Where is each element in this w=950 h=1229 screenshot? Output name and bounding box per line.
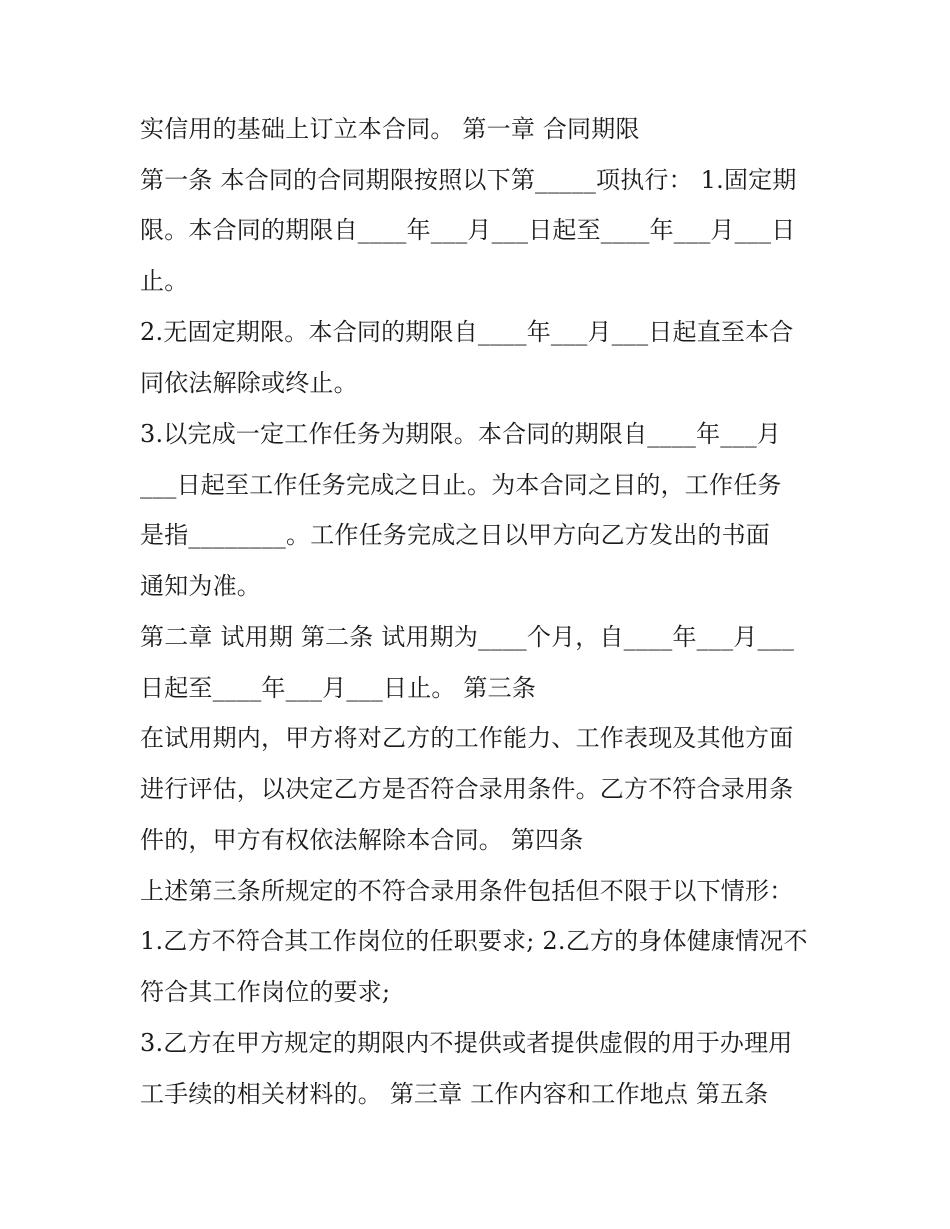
text-line: 是指________。工作任务完成之日以甲方向乙方发出的书面 bbox=[140, 521, 770, 549]
text-line: 上述第三条所规定的不符合录用条件包括但不限于以下情形： bbox=[140, 877, 794, 905]
text-line: 件的，甲方有权依法解除本合同。 第四条 bbox=[140, 826, 584, 854]
text-line: 1.乙方不符合其工作岗位的任职要求; 2.乙方的身体健康情况不 bbox=[140, 927, 808, 955]
text-line: 2.无固定期限。本合同的期限自____年___月___日起直至本合 bbox=[140, 318, 794, 346]
text-line: 进行评估，以决定乙方是否符合录用条件。乙方不符合录用条 bbox=[140, 775, 794, 803]
text-line: 在试用期内，甲方将对乙方的工作能力、工作表现及其他方面 bbox=[140, 724, 794, 752]
text-line: 符合其工作岗位的要求; bbox=[140, 978, 391, 1006]
text-line: ___日起至工作任务完成之日止。为本合同之目的，工作任务 bbox=[140, 471, 782, 499]
text-line: 同依法解除或终止。 bbox=[140, 369, 358, 397]
text-line: 3.乙方在甲方规定的期限内不提供或者提供虚假的用于办理用 bbox=[140, 1029, 793, 1057]
text-line: 第二章 试用期 第二条 试用期为____个月，自____年___月___ bbox=[140, 623, 795, 651]
text-line: 工手续的相关材料的。 第三章 工作内容和工作地点 第五条 bbox=[140, 1080, 769, 1108]
text-line: 止。 bbox=[140, 267, 189, 295]
text-line: 限。本合同的期限自____年___月___日起至____年___月___日 bbox=[140, 216, 796, 244]
text-line: 通知为准。 bbox=[140, 572, 261, 600]
text-line: 日起至____年___月___日止。 第三条 bbox=[140, 674, 537, 702]
text-line: 实信用的基础上订立本合同。 第一章 合同期限 bbox=[140, 115, 640, 143]
text-line: 3.以完成一定工作任务为期限。本合同的期限自____年___月 bbox=[140, 420, 782, 448]
text-line: 第一条 本合同的合同期限按照以下第_____项执行： 1.固定期 bbox=[140, 166, 797, 194]
